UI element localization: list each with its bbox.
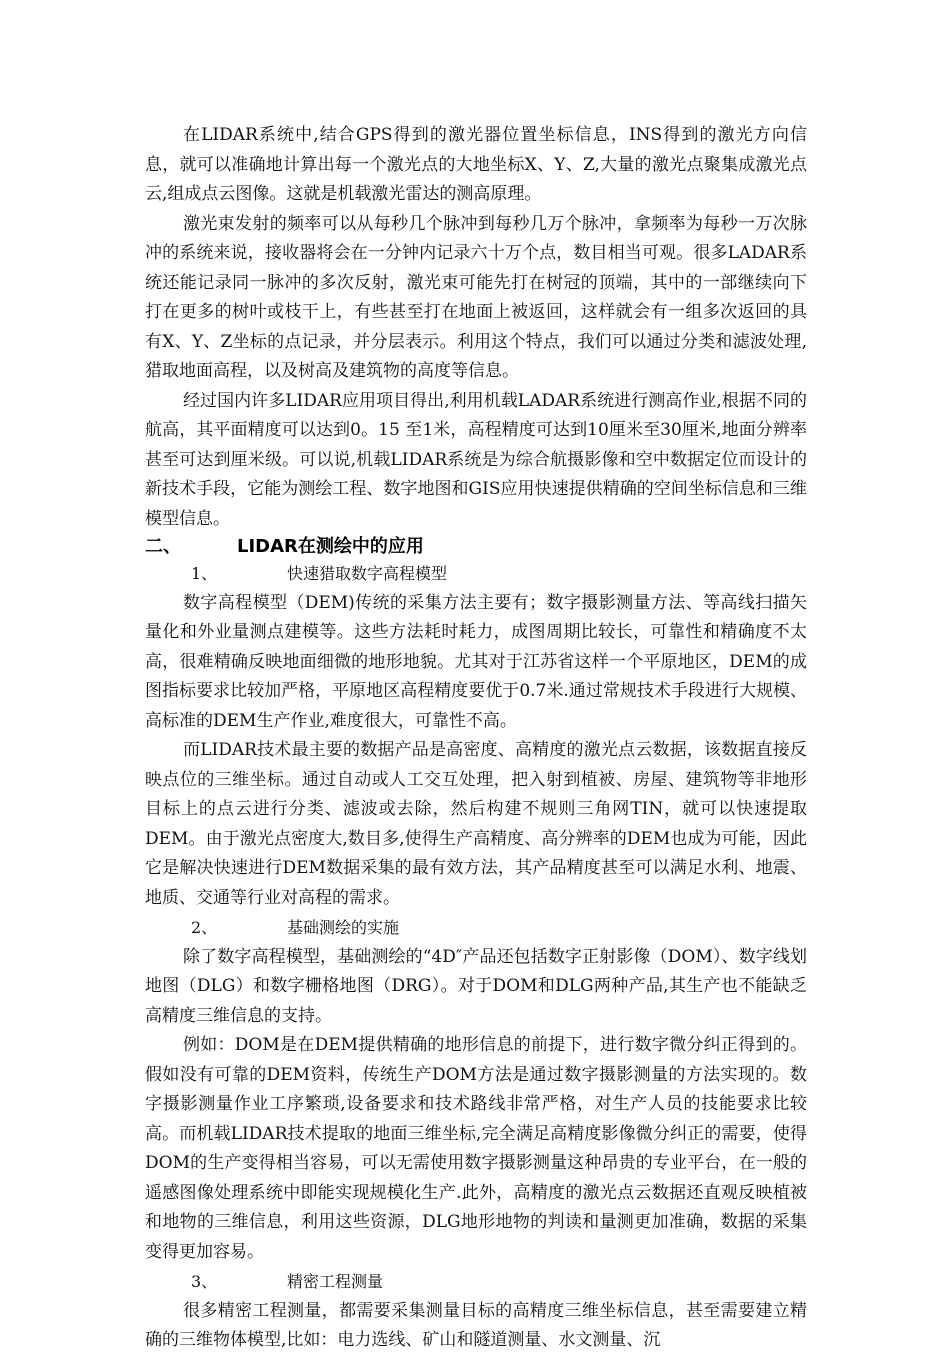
subsection-heading-2 bbox=[145, 913, 807, 943]
subsection-title: 基础测绘的实施 bbox=[287, 918, 400, 937]
subsection-title: 快速猎取数字高程模型 bbox=[287, 564, 448, 583]
paragraph: 激光束发射的频率可以从每秒几个脉冲到每秒几万个脉冲，拿频率为每秒一万次脉冲的系统来说，接收器将会在一分钟内记录六十万个点，数目相当可观。很多LADAR系统还能记录同一脉冲的多次反射，激光束可能先打在树冠的顶端，其中的一部继续向下打在更多的树叶或枝干上，有些甚至打在地面上被返回，这样就会有一组多次返回的具有X、Y、Z坐标的点记录，并分层表示。利用这个特点，我们可以通过分类和滤波处理,猎取地面高程，以及树高及建筑物的高度等信息。 bbox=[145, 213, 807, 381]
section-heading-2 bbox=[145, 534, 807, 559]
paragraph: 而LIDAR技术最主要的数据产品是高密度、高精度的激光点云数据，该数据直接反映点位的三维坐标。通过自动或人工交互处理，把入射到植被、房屋、建筑物等非地形目标上的点云进行分类、滤波或去除，然后构建不规则三角网TIN，就可以快速提取DEM。由于激光点密度大,数目多,使得生产高精度、高分辨率的DEM也成为可能，因此它是解决快速进行DEM数据采集的最有效方法，其产品精度甚至可以满足水利、地震、地质、交通等行业对高程的需求。 bbox=[145, 740, 807, 908]
section-title: LIDAR在测绘中的应用 bbox=[237, 536, 424, 557]
subsection-number: 2、 bbox=[191, 918, 218, 937]
paragraph: 数字高程模型（DEM)传统的采集方法主要有；数字摄影测量方法、等高线扫描矢量化和外业量测点建模等。这些方法耗时耗力，成图周期比较长，可靠性和精确度不太高，很难精确反映地面细微的地形地貌。尤其对于江苏省这样一个平原地区，DEM的成图指标要求比较加严格，平原地区高程精度要优于0.7米.通过常规技术手段进行大规模、高标准的DEM生产作业,难度很大，可靠性不高。 bbox=[145, 592, 807, 731]
paragraph: 除了数字高程模型，基础测绘的“4D″产品还包括数字正射影像（DOM）、数字线划地图（DLG）和数字栅格地图（DRG）。对于DOM和DLG两种产品,其生产也不能缺乏高精度三维信息的支持。 bbox=[145, 946, 807, 1026]
subsection-heading-3 bbox=[145, 1267, 807, 1297]
subsection-number: 3、 bbox=[191, 1272, 218, 1291]
paragraph: 经过国内许多LIDAR应用项目得出,利用机载LADAR系统进行测高作业,根据不同的航高，其平面精度可以达到0。15 至1米，高程精度可达到10厘米至30厘米,地面分辨率甚至可达到厘米级。可以说,机载LIDAR系统是为综合航摄影像和空中数据定位而设计的新技术手段，它能为测绘工程、数字地图和GIS应用快速提供精确的空间坐标信息和三维模型信息。 bbox=[145, 390, 807, 529]
paragraph: 在LIDAR系统中,结合GPS得到的激光器位置坐标信息，INS得到的激光方向信息，就可以准确地计算出每一个激光点的大地坐标X、Y、Z,大量的激光点聚集成激光点云,组成点云图像。这就是机载激光雷达的测高原理。 bbox=[145, 125, 807, 204]
paragraph: 例如：DOM是在DEM提供精确的地形信息的前提下，进行数字微分纠正得到的。假如没有可靠的DEM资料，传统生产DOM方法是通过数字摄影测量的方法实现的。数字摄影测量作业工序繁琐,设备要求和技术路线非常严格，对生产人员的技能要求比较高。而机载LIDAR技术提取的地面三维坐标,完全满足高精度影像微分纠正的需要，使得DOM的生产变得相当容易，可以无需使用数字摄影测量这种昂贵的专业平台，在一般的遥感图像处理系统中即能实现规模化生产.此外，高精度的激光点云数据还直观反映植被和地物的三维信息，利用这些资源，DLG地形地物的判读和量测更加准确，数据的采集变得更加容易。 bbox=[145, 1035, 807, 1262]
document-page bbox=[145, 121, 807, 1356]
subsection-number: 1、 bbox=[191, 564, 218, 583]
paragraph: 很多精密工程测量，都需要采集测量目标的高精度三维坐标信息，甚至需要建立精确的三维物体模型,比如：电力选线、矿山和隧道测量、水文测量、沉 bbox=[145, 1300, 807, 1350]
subsection-heading-1 bbox=[145, 559, 807, 589]
section-number: 二、 bbox=[145, 536, 181, 557]
subsection-title: 精密工程测量 bbox=[287, 1272, 384, 1291]
